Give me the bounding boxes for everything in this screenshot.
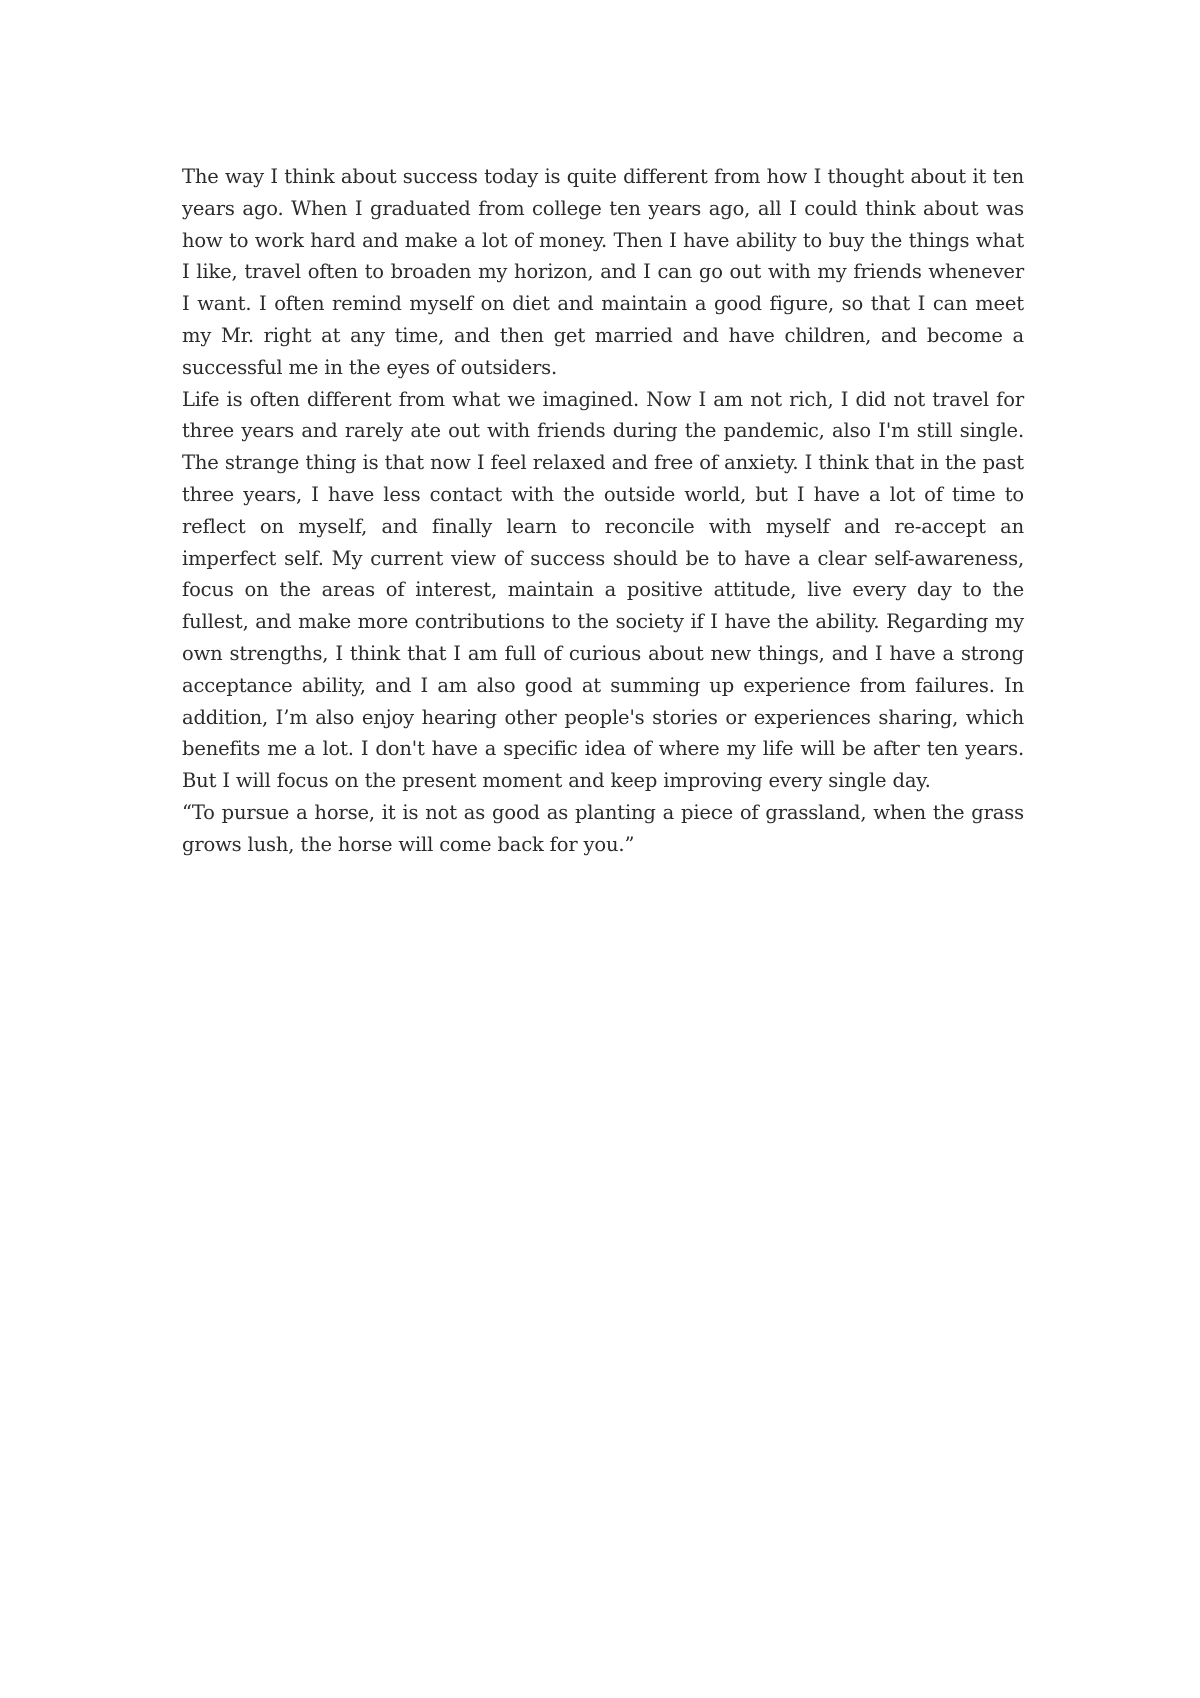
paragraph-success-ten-years-ago: The way I think about success today is quite different from how I thought about it ten years ago. When I graduated from college ten years ago, all I could think about was how to work hard and make a lot of money. Then I have ability to buy the things what I like, travel often to broaden my horizon, and I can go out with my friends whenever I want. I often remind myself on diet and maintain a good figure, so that I can meet my Mr. right at any time, and then get married and have children, and become a successful me in the eyes of outsiders. bbox=[182, 165, 1024, 379]
paragraph-life-different: Life is often different from what we imagined. Now I am not rich, I did not travel for three years and rarely ate out with friends during the pandemic, also I'm still single. The strange thing is that now I feel relaxed and free of anxiety. I think that in the past three years, I have less contact with the outside world, but I have a lot of time to reflect on myself, and finally learn to reconcile with myself and re-accept an imperfect self. My current view of success should be to have a clear self-awareness, focus on the areas of interest, maintain a positive attitude, live every day to the fullest, and make more contributions to the society if I have the ability. Regarding my own strengths, I think that I am full of curious about new things, and I have a strong acceptance ability, and I am also good at summing up experience from failures. In addition, I’m also enjoy hearing other people's stories or experiences sharing, which benefits me a lot. I don't have a specific idea of where my life will be after ten years. But I will focus on the present moment and keep improving every single day. bbox=[182, 387, 1024, 793]
document-body bbox=[182, 161, 1024, 861]
paragraph-closing-quote: “To pursue a horse, it is not as good as planting a piece of grassland, when the grass grows lush, the horse will come back for you.” bbox=[182, 800, 1024, 856]
